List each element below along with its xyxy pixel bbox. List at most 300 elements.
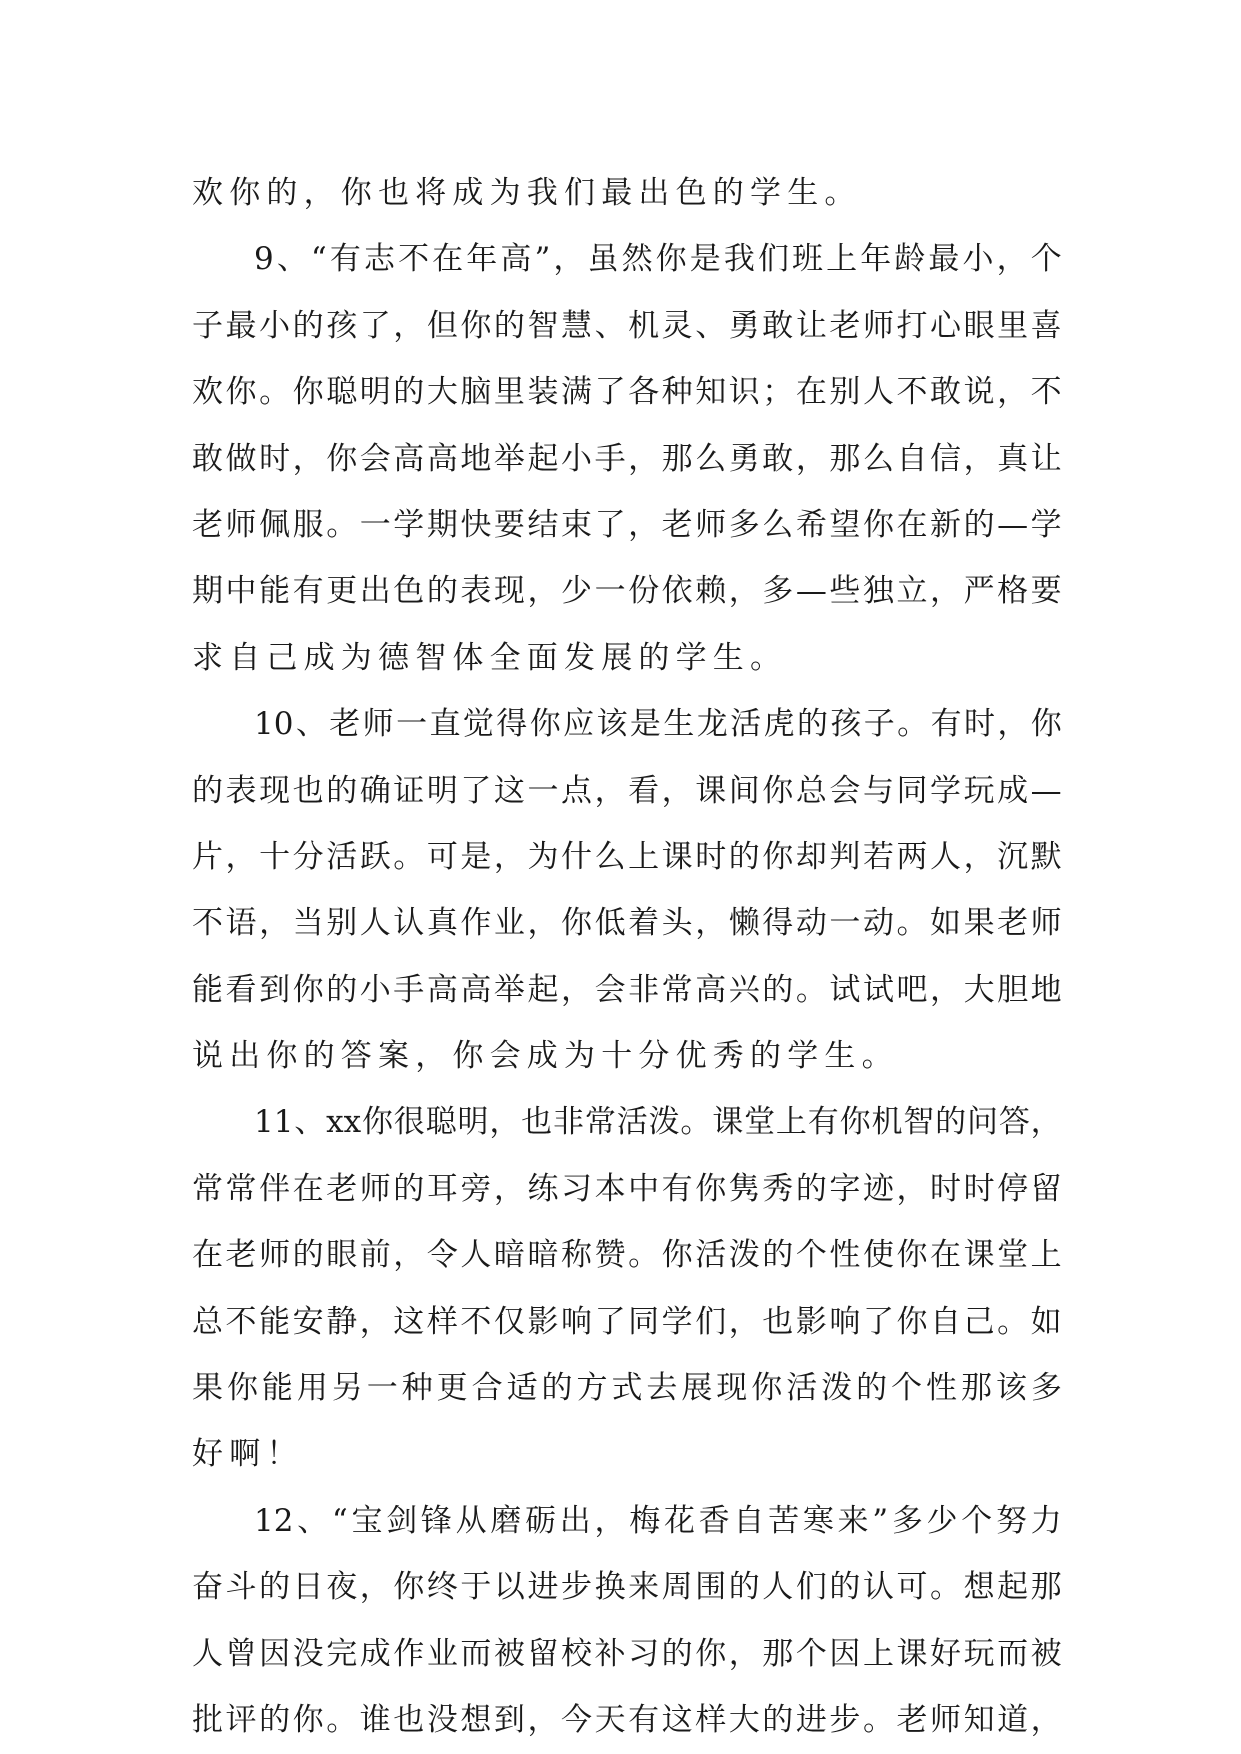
text-glyph: 。 xyxy=(997,1303,1029,1340)
text-glyph: 你 xyxy=(460,307,492,344)
text-glyph: 上 xyxy=(862,1635,894,1672)
text-glyph: 宝 xyxy=(351,1502,383,1539)
text-glyph: xx xyxy=(326,1104,362,1141)
text-glyph: ， xyxy=(963,440,995,477)
text-glyph: 知 xyxy=(963,1701,995,1738)
text-glyph: 个 xyxy=(1030,241,1062,278)
text-glyph: 眼 xyxy=(326,1237,358,1274)
text-glyph: 评 xyxy=(225,1701,257,1738)
text-glyph: 能 xyxy=(261,1370,293,1407)
text-line xyxy=(192,226,1062,292)
text-glyph: 那 xyxy=(661,440,693,477)
text-glyph: 业 xyxy=(493,905,525,942)
text-glyph: 你 xyxy=(839,1104,871,1141)
text-glyph: ， xyxy=(527,573,559,610)
text-glyph: 会 xyxy=(359,440,391,477)
text-glyph: 年 xyxy=(466,241,498,278)
text-glyph: 师 xyxy=(362,706,394,743)
text-glyph: 确 xyxy=(359,772,391,809)
text-glyph: 举 xyxy=(493,440,525,477)
text-glyph: 磨 xyxy=(490,1502,522,1539)
text-glyph: 可 xyxy=(426,838,458,875)
text-glyph: 迹 xyxy=(862,1170,894,1207)
text-glyph: 片 xyxy=(192,838,223,875)
text-glyph: ， xyxy=(930,971,962,1008)
text-glyph: 今 xyxy=(561,1701,593,1738)
text-glyph: ， xyxy=(628,506,660,543)
text-glyph: 你 xyxy=(751,1370,783,1407)
text-glyph: 种 xyxy=(401,1370,433,1407)
text-glyph: 欢 xyxy=(192,374,223,411)
text-glyph: 活 xyxy=(730,706,762,743)
text-glyph: 终 xyxy=(426,1569,458,1606)
text-glyph: 起 xyxy=(527,440,559,477)
text-glyph: 小 xyxy=(962,241,994,278)
text-glyph: 师 xyxy=(695,506,727,543)
text-glyph: 生 xyxy=(663,706,695,743)
text-glyph: 谁 xyxy=(359,1701,391,1738)
text-glyph: 道 xyxy=(997,1701,1029,1738)
text-glyph: 喜 xyxy=(1030,307,1062,344)
text-glyph: 。 xyxy=(326,1701,358,1738)
text-glyph: 的 xyxy=(856,1370,888,1407)
text-glyph: 沉 xyxy=(997,838,1029,875)
text-line xyxy=(192,558,1062,624)
text-glyph: 地 xyxy=(1030,971,1062,1008)
text-glyph: 你 xyxy=(529,706,561,743)
text-glyph: 己 xyxy=(963,1303,995,1340)
text-glyph: 灵 xyxy=(661,307,693,344)
text-glyph: 留 xyxy=(527,1635,559,1672)
text-glyph: 称 xyxy=(561,1237,593,1274)
text-glyph: 时 xyxy=(930,1170,962,1207)
text-glyph: 围 xyxy=(695,1569,727,1606)
text-glyph: — xyxy=(997,506,1029,543)
text-glyph: 在 xyxy=(192,1237,223,1274)
text-glyph: 人 xyxy=(192,1635,223,1672)
text-glyph: 少 xyxy=(561,573,593,610)
text-glyph: 步 xyxy=(561,1569,593,1606)
text-glyph: 个 xyxy=(795,1237,827,1274)
text-glyph: 师 xyxy=(930,1701,962,1738)
text-glyph: 得 xyxy=(762,905,794,942)
text-glyph: 上 xyxy=(826,241,858,278)
text-glyph: ” xyxy=(872,1502,889,1539)
text-glyph: 大 xyxy=(426,374,458,411)
text-glyph: 手 xyxy=(393,971,425,1008)
text-glyph: 斗 xyxy=(225,1569,257,1606)
text-glyph: 。 xyxy=(896,905,928,942)
text-glyph: 常 xyxy=(192,1170,223,1207)
text-glyph: 该 xyxy=(596,706,628,743)
text-glyph: 让 xyxy=(1030,440,1062,477)
text-glyph: 批 xyxy=(192,1701,223,1738)
text-line xyxy=(192,957,1062,1023)
text-glyph: 秀 xyxy=(762,1170,794,1207)
text-glyph: 你 xyxy=(292,971,324,1008)
text-glyph: 一 xyxy=(527,772,559,809)
text-glyph: 到 xyxy=(259,971,291,1008)
text-glyph: 高 xyxy=(426,971,458,1008)
text-glyph: 在 xyxy=(795,374,827,411)
text-glyph: ， xyxy=(493,1170,525,1207)
text-glyph: 是 xyxy=(629,706,661,743)
text-glyph: ， xyxy=(728,1303,760,1340)
text-glyph: 苦 xyxy=(768,1502,800,1539)
text-glyph: 虽 xyxy=(587,241,619,278)
text-glyph: 课 xyxy=(661,838,693,875)
text-glyph: 志 xyxy=(363,241,395,278)
text-glyph: ， xyxy=(728,573,760,610)
text-glyph: 的 xyxy=(493,307,525,344)
text-glyph: 这 xyxy=(393,1303,425,1340)
text-glyph: 、 xyxy=(294,1104,326,1141)
text-glyph: ， xyxy=(628,440,660,477)
text-glyph: 却 xyxy=(795,838,827,875)
text-glyph: 能 xyxy=(259,573,291,610)
text-glyph: 想 xyxy=(963,1569,995,1606)
text-glyph: 里 xyxy=(997,307,1029,344)
text-glyph: 去 xyxy=(646,1370,678,1407)
text-glyph: — xyxy=(795,573,827,610)
text-glyph: 留 xyxy=(1030,1170,1062,1207)
text-glyph: 展 xyxy=(681,1370,713,1407)
text-glyph: 小 xyxy=(259,307,291,344)
text-glyph: 班 xyxy=(792,241,824,278)
text-glyph: 你 xyxy=(896,1303,928,1340)
text-glyph: 。 xyxy=(393,838,425,875)
text-glyph: 自 xyxy=(930,1303,962,1340)
text-glyph: 课 xyxy=(712,1104,744,1141)
text-glyph: 希 xyxy=(795,506,827,543)
text-glyph: 一 xyxy=(366,1370,398,1407)
text-glyph: 多 xyxy=(1030,1370,1062,1407)
text-glyph: 让 xyxy=(795,307,827,344)
text-glyph: 、 xyxy=(695,307,727,344)
text-glyph: 的 xyxy=(326,772,358,809)
text-glyph: 被 xyxy=(1030,1635,1062,1672)
text-glyph: 令 xyxy=(426,1237,458,1274)
text-glyph: 学 xyxy=(1030,506,1062,543)
text-glyph: 老 xyxy=(896,1701,928,1738)
text-glyph: 么 xyxy=(862,440,894,477)
text-glyph: 一 xyxy=(359,506,391,543)
text-glyph: 认 xyxy=(393,905,425,942)
text-glyph: 点 xyxy=(561,772,593,809)
text-glyph: 的 xyxy=(426,573,458,610)
text-glyph: 没 xyxy=(426,1701,458,1738)
text-glyph: 从 xyxy=(455,1502,487,1539)
text-glyph: 动 xyxy=(862,905,894,942)
text-glyph: 你 xyxy=(661,1237,693,1274)
text-glyph: 是 xyxy=(689,241,721,278)
text-glyph: 色 xyxy=(393,573,425,610)
text-glyph: 师 xyxy=(862,307,894,344)
text-glyph: 机 xyxy=(871,1104,903,1141)
text-glyph: 老 xyxy=(997,905,1029,942)
text-glyph: ， xyxy=(996,241,1028,278)
text-glyph: 曾 xyxy=(225,1635,257,1672)
text-line: 好啊！ xyxy=(192,1436,304,1473)
text-glyph: 依 xyxy=(661,573,693,610)
text-glyph: 不 xyxy=(1030,374,1062,411)
text-glyph: 果 xyxy=(963,905,995,942)
text-glyph: 作 xyxy=(460,905,492,942)
text-glyph: 分 xyxy=(292,838,324,875)
text-line xyxy=(192,1488,1062,1554)
text-glyph: 以 xyxy=(493,1569,525,1606)
text-glyph: 么 xyxy=(762,506,794,543)
text-glyph: 信 xyxy=(930,440,962,477)
text-glyph: 师 xyxy=(1030,905,1062,942)
text-glyph: 虎 xyxy=(763,706,795,743)
text-glyph: 的 xyxy=(326,971,358,1008)
text-glyph: 、 xyxy=(276,241,308,278)
text-glyph: 泼 xyxy=(728,1237,760,1274)
text-glyph: 样 xyxy=(426,1303,458,1340)
text-glyph: 老 xyxy=(326,1170,358,1207)
text-line xyxy=(192,758,1062,824)
text-glyph: 敢 xyxy=(762,440,794,477)
text-glyph: 性 xyxy=(926,1370,958,1407)
text-glyph: 会 xyxy=(829,772,861,809)
text-glyph: 活 xyxy=(786,1370,818,1407)
text-glyph: 。 xyxy=(259,374,291,411)
text-glyph: 学 xyxy=(393,506,425,543)
text-glyph: 里 xyxy=(493,374,525,411)
text-glyph: 老 xyxy=(192,506,223,543)
text-glyph: 响 xyxy=(561,1303,593,1340)
document-body xyxy=(192,160,1062,1753)
text-glyph: 头 xyxy=(661,905,693,942)
text-glyph: 起 xyxy=(527,971,559,1008)
text-glyph: 11 xyxy=(254,1104,294,1141)
text-glyph: 大 xyxy=(963,971,995,1008)
text-glyph: 我 xyxy=(723,241,755,278)
text-glyph: 人 xyxy=(460,1237,492,1274)
text-glyph: 合 xyxy=(471,1370,503,1407)
text-glyph: 一 xyxy=(594,573,626,610)
text-glyph: 人 xyxy=(862,374,894,411)
text-glyph: 更 xyxy=(326,573,358,610)
text-glyph: 得 xyxy=(496,706,528,743)
text-glyph: 那 xyxy=(829,440,861,477)
text-glyph: ， xyxy=(489,1104,521,1141)
text-glyph: 子 xyxy=(863,706,895,743)
text-glyph: 。 xyxy=(326,506,358,543)
text-glyph: 。 xyxy=(897,706,929,743)
text-glyph: 你 xyxy=(226,1370,258,1407)
text-glyph: 旁 xyxy=(460,1170,492,1207)
text-glyph: 少 xyxy=(926,1502,958,1539)
text-glyph: 大 xyxy=(728,1701,760,1738)
text-glyph: 两 xyxy=(896,838,928,875)
text-glyph: 你 xyxy=(561,905,593,942)
text-glyph: 吧 xyxy=(896,971,928,1008)
text-glyph: 能 xyxy=(192,971,223,1008)
text-glyph: 玩 xyxy=(963,1635,995,1672)
text-glyph: 如 xyxy=(1030,1303,1062,1340)
text-glyph: 懒 xyxy=(728,905,760,942)
text-glyph: 活 xyxy=(326,838,358,875)
text-glyph: 别 xyxy=(326,905,358,942)
text-glyph: 孩 xyxy=(830,706,862,743)
text-glyph: 在 xyxy=(896,506,928,543)
text-glyph: 的 xyxy=(541,1370,573,1407)
text-glyph: 暗 xyxy=(493,1237,525,1274)
text-glyph: 你 xyxy=(862,506,894,543)
text-glyph: 间 xyxy=(728,772,760,809)
text-glyph: ， xyxy=(728,1635,760,1672)
text-glyph: 最 xyxy=(928,241,960,278)
text-glyph: 明 xyxy=(457,1104,489,1141)
text-glyph: 堂 xyxy=(744,1104,776,1141)
text-glyph: 在 xyxy=(930,1237,962,1274)
text-glyph: 校 xyxy=(561,1635,593,1672)
text-glyph: 兴 xyxy=(728,971,760,1008)
text-glyph: 十 xyxy=(259,838,291,875)
text-glyph: ， xyxy=(225,838,257,875)
text-glyph: 堂 xyxy=(997,1237,1029,1274)
text-glyph: 服 xyxy=(292,506,324,543)
text-glyph: 智 xyxy=(527,307,559,344)
text-line xyxy=(192,1222,1062,1288)
text-glyph: 表 xyxy=(460,573,492,610)
text-glyph: 的 xyxy=(935,1104,967,1141)
text-glyph: 不 xyxy=(192,905,223,942)
text-glyph: 想 xyxy=(460,1701,492,1738)
text-glyph: 赞 xyxy=(594,1237,626,1274)
text-glyph: 望 xyxy=(829,506,861,543)
text-glyph: 的 xyxy=(963,506,995,543)
text-line xyxy=(192,1687,1062,1753)
text-glyph: 觉 xyxy=(462,706,494,743)
text-glyph: 性 xyxy=(829,1237,861,1274)
text-glyph: 、 xyxy=(297,1502,329,1539)
text-glyph: 而 xyxy=(997,1635,1029,1672)
text-glyph: 结 xyxy=(527,506,559,543)
text-glyph: ， xyxy=(1030,1104,1062,1141)
text-glyph: ， xyxy=(594,772,626,809)
text-glyph: “ xyxy=(310,241,327,278)
text-glyph: 识 xyxy=(728,374,760,411)
text-glyph: 剑 xyxy=(386,1502,418,1539)
text-glyph: 可 xyxy=(896,1569,928,1606)
text-glyph: 。 xyxy=(862,1701,894,1738)
text-glyph: 更 xyxy=(436,1370,468,1407)
text-glyph: 应 xyxy=(563,706,595,743)
text-glyph: 要 xyxy=(1030,573,1062,610)
text-glyph: 你 xyxy=(326,440,358,477)
text-glyph: 奋 xyxy=(192,1569,223,1606)
text-glyph: 老 xyxy=(225,1237,257,1274)
text-glyph: 的 xyxy=(728,838,760,875)
text-glyph: 常 xyxy=(584,1104,616,1141)
text-glyph: 有 xyxy=(661,1170,693,1207)
text-glyph: 到 xyxy=(493,1701,525,1738)
text-glyph: 孩 xyxy=(326,307,358,344)
text-glyph: 不 xyxy=(398,241,430,278)
text-glyph: ， xyxy=(259,905,291,942)
text-glyph: 的 xyxy=(795,1170,827,1207)
text-glyph: 天 xyxy=(594,1701,626,1738)
text-glyph: 答 xyxy=(998,1104,1030,1141)
text-glyph: 有 xyxy=(329,241,361,278)
text-glyph: 个 xyxy=(891,1370,923,1407)
text-glyph: 不 xyxy=(896,374,928,411)
text-glyph: 你 xyxy=(762,838,794,875)
text-glyph: 做 xyxy=(225,440,257,477)
text-glyph: 香 xyxy=(698,1502,730,1539)
text-glyph: 师 xyxy=(225,506,257,543)
text-glyph: 停 xyxy=(997,1170,1029,1207)
text-glyph: 各 xyxy=(628,374,660,411)
text-glyph: ， xyxy=(393,307,425,344)
text-glyph: 不 xyxy=(225,1303,257,1340)
text-glyph: 锋 xyxy=(420,1502,452,1539)
text-glyph: 同 xyxy=(896,772,928,809)
text-glyph: 自 xyxy=(896,440,928,477)
text-glyph: 完 xyxy=(326,1635,358,1672)
text-glyph: 你 xyxy=(292,1701,324,1738)
text-glyph: 与 xyxy=(862,772,894,809)
text-glyph: 适 xyxy=(506,1370,538,1407)
text-glyph: 的 xyxy=(259,1569,291,1606)
text-glyph: 在 xyxy=(432,241,464,278)
text-glyph: 聪 xyxy=(425,1104,457,1141)
text-glyph: 的 xyxy=(661,1635,693,1672)
text-glyph: 你 xyxy=(896,1237,928,1274)
text-line xyxy=(192,359,1062,425)
text-glyph: 因 xyxy=(259,1635,291,1672)
text-glyph: ， xyxy=(493,838,525,875)
text-glyph: 你 xyxy=(225,374,257,411)
text-glyph: 勇 xyxy=(728,307,760,344)
text-line xyxy=(192,1621,1062,1687)
text-glyph: 龙 xyxy=(696,706,728,743)
text-glyph: 快 xyxy=(460,506,492,543)
text-glyph: 那 xyxy=(960,1370,992,1407)
text-line xyxy=(192,1156,1062,1222)
text-glyph: ， xyxy=(527,1701,559,1738)
text-line xyxy=(192,426,1062,492)
text-glyph: 同 xyxy=(628,1303,660,1340)
text-glyph: 上 xyxy=(628,838,660,875)
text-glyph: 因 xyxy=(829,1635,861,1672)
text-glyph: 非 xyxy=(628,971,660,1008)
text-glyph: 老 xyxy=(829,307,861,344)
text-glyph: ， xyxy=(695,905,727,942)
text-glyph: 别 xyxy=(829,374,861,411)
text-glyph: 一 xyxy=(396,706,428,743)
text-glyph: 有 xyxy=(807,1104,839,1141)
text-glyph: 玩 xyxy=(963,772,995,809)
text-glyph: ， xyxy=(930,573,962,610)
text-glyph: 使 xyxy=(862,1237,894,1274)
text-glyph: 这 xyxy=(493,772,525,809)
text-glyph: 表 xyxy=(225,772,257,809)
text-glyph: 眼 xyxy=(963,307,995,344)
text-glyph: 子 xyxy=(192,307,223,344)
text-glyph: 最 xyxy=(225,307,257,344)
text-glyph: 你 xyxy=(292,374,324,411)
text-glyph: 的 xyxy=(192,772,223,809)
text-glyph: 装 xyxy=(527,374,559,411)
text-line xyxy=(192,691,1062,757)
text-glyph: 活 xyxy=(616,1104,648,1141)
text-glyph: 严 xyxy=(963,573,995,610)
text-glyph: 换 xyxy=(594,1569,626,1606)
